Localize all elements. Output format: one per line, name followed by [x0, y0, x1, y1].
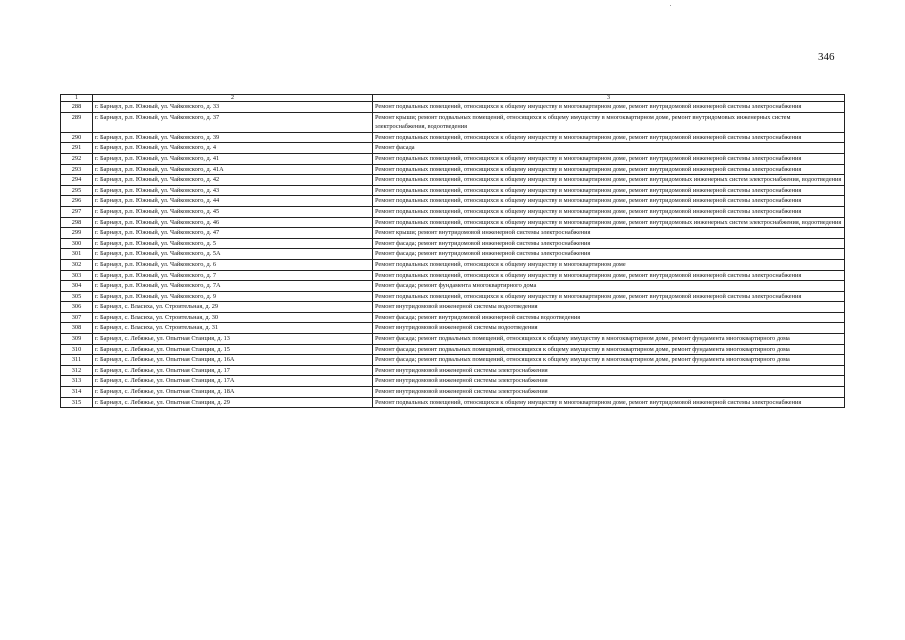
- table-row: [61, 196, 845, 207]
- work-description-cell: Ремонт внутридомовой инженерной системы водоотведения: [373, 323, 845, 334]
- row-number-cell: 299: [61, 228, 93, 239]
- work-description-cell: Ремонт фасада; ремонт фундамента многоквартирного дома: [373, 281, 845, 292]
- repair-registry-table: [60, 94, 845, 408]
- table-row: [61, 185, 845, 196]
- row-number-cell: 314: [61, 387, 93, 398]
- row-number-cell: 290: [61, 132, 93, 143]
- row-number-cell: 298: [61, 217, 93, 228]
- row-number-cell: 301: [61, 249, 93, 260]
- table-row: [61, 259, 845, 270]
- address-cell: г. Барнаул, р.п. Южный, ул. Чайковского, д. 37: [93, 112, 373, 132]
- table-row: [61, 365, 845, 376]
- scan-speck: [670, 5, 671, 6]
- work-description-cell: Ремонт подвальных помещений, относящихся к общему имуществу в многоквартирном доме, ремонт внутридомовой инженерной системы электроснабжения: [373, 132, 845, 143]
- work-description-cell: Ремонт крыши; ремонт внутридомовой инженерной системы электроснабжения: [373, 228, 845, 239]
- address-cell: г. Барнаул, р.п. Южный, ул. Чайковского, д. 47: [93, 228, 373, 239]
- address-cell: г. Барнаул, р.п. Южный, ул. Чайковского, д. 41: [93, 153, 373, 164]
- table-row: [61, 387, 845, 398]
- work-description-cell: Ремонт подвальных помещений, относящихся к общему имуществу в многоквартирном доме: [373, 259, 845, 270]
- row-number-cell: 288: [61, 102, 93, 113]
- table-row: [61, 206, 845, 217]
- address-cell: г. Барнаул, с. Лебяжье, ул. Опытная Станция, д. 17: [93, 365, 373, 376]
- work-description-cell: Ремонт внутридомовой инженерной системы водоотведения: [373, 302, 845, 313]
- work-description-cell: Ремонт фасада; ремонт подвальных помещений, относящихся к общему имуществу в многоквартирном доме, ремонт фундамента многоквартирного дома: [373, 344, 845, 355]
- address-cell: г. Барнаул, р.п. Южный, ул. Чайковского, д. 7А: [93, 281, 373, 292]
- row-number-cell: 306: [61, 302, 93, 313]
- table-row: [61, 228, 845, 239]
- address-cell: г. Барнаул, с. Лебяжье, ул. Опытная Станция, д. 29: [93, 397, 373, 408]
- table-row: [61, 175, 845, 186]
- row-number-cell: 293: [61, 164, 93, 175]
- work-description-cell: Ремонт фасада; ремонт подвальных помещений, относящихся к общему имуществу в многоквартирном доме, ремонт фундамента многоквартирного дома: [373, 334, 845, 345]
- table-row: [61, 132, 845, 143]
- table-row: [61, 270, 845, 281]
- address-cell: г. Барнаул, р.п. Южный, ул. Чайковского, д. 5: [93, 238, 373, 249]
- table-row: [61, 153, 845, 164]
- table-row: [61, 102, 845, 113]
- table-row: [61, 344, 845, 355]
- table-row: [61, 334, 845, 345]
- column-header-number: 1: [61, 95, 93, 102]
- table-row: [61, 249, 845, 260]
- address-cell: г. Барнаул, р.п. Южный, ул. Чайковского, д. 33: [93, 102, 373, 113]
- work-description-cell: Ремонт подвальных помещений, относящихся к общему имуществу в многоквартирном доме, ремонт внутридомовой инженерной системы электроснабжения: [373, 185, 845, 196]
- work-description-cell: Ремонт подвальных помещений, относящихся к общему имуществу в многоквартирном доме, ремонт внутридомовой инженерной системы электроснабжения: [373, 196, 845, 207]
- row-number-cell: 302: [61, 259, 93, 270]
- work-description-cell: Ремонт фасада; ремонт внутридомовой инженерной системы электроснабжения: [373, 238, 845, 249]
- row-number-cell: 303: [61, 270, 93, 281]
- work-description-cell: Ремонт фасада; ремонт внутридомовой инженерной системы водоотведения: [373, 312, 845, 323]
- address-cell: г. Барнаул, р.п. Южный, ул. Чайковского, д. 6: [93, 259, 373, 270]
- row-number-cell: 297: [61, 206, 93, 217]
- work-description-cell: Ремонт фасада; ремонт внутридомовой инженерной системы электроснабжения: [373, 249, 845, 260]
- row-number-cell: 311: [61, 355, 93, 366]
- work-description-cell: Ремонт фасада: [373, 143, 845, 154]
- work-description-cell: Ремонт подвальных помещений, относящихся к общему имуществу в многоквартирном доме, ремонт внутридомовой инженерной системы электроснабжения: [373, 153, 845, 164]
- address-cell: г. Барнаул, с. Лебяжье, ул. Опытная Станция, д. 13: [93, 334, 373, 345]
- work-description-cell: Ремонт фасада; ремонт подвальных помещений, относящихся к общему имуществу в многоквартирном доме, ремонт фундамента многоквартирного дома: [373, 355, 845, 366]
- address-cell: г. Барнаул, р.п. Южный, ул. Чайковского, д. 46: [93, 217, 373, 228]
- row-number-cell: 295: [61, 185, 93, 196]
- work-description-cell: Ремонт подвальных помещений, относящихся к общему имуществу в многоквартирном доме, ремонт внутридомовых инженерных систем электроснабжения, водоотведения: [373, 175, 845, 186]
- table-row: [61, 281, 845, 292]
- address-cell: г. Барнаул, р.п. Южный, ул. Чайковского, д. 43: [93, 185, 373, 196]
- address-cell: г. Барнаул, р.п. Южный, ул. Чайковского, д. 44: [93, 196, 373, 207]
- row-number-cell: 309: [61, 334, 93, 345]
- address-cell: г. Барнаул, р.п. Южный, ул. Чайковского, д. 42: [93, 175, 373, 186]
- address-cell: г. Барнаул, с. Лебяжье, ул. Опытная Станция, д. 17А: [93, 376, 373, 387]
- column-header-work: 3: [373, 95, 845, 102]
- work-description-cell: Ремонт внутридомовой инженерной системы электроснабжения: [373, 365, 845, 376]
- table-row: [61, 291, 845, 302]
- work-description-cell: Ремонт подвальных помещений, относящихся к общему имуществу в многоквартирном доме, ремонт внутридомовой инженерной системы электроснабжения: [373, 102, 845, 113]
- row-number-cell: 296: [61, 196, 93, 207]
- address-cell: г. Барнаул, р.п. Южный, ул. Чайковского, д. 7: [93, 270, 373, 281]
- address-cell: г. Барнаул, р.п. Южный, ул. Чайковского, д. 9: [93, 291, 373, 302]
- table-row: [61, 112, 845, 132]
- row-number-cell: 312: [61, 365, 93, 376]
- table-row: [61, 238, 845, 249]
- work-description-cell: Ремонт подвальных помещений, относящихся к общему имуществу в многоквартирном доме, ремонт внутридомовой инженерной системы электроснабжения: [373, 270, 845, 281]
- address-cell: г. Барнаул, р.п. Южный, ул. Чайковского, д. 45: [93, 206, 373, 217]
- work-description-cell: Ремонт крыши; ремонт подвальных помещений, относящихся к общему имуществу в многоквартирном доме, ремонт внутридомовых инженерных систем электроснабжения, водоотведения: [373, 112, 845, 132]
- table-row: [61, 312, 845, 323]
- address-cell: г. Барнаул, с. Лебяжье, ул. Опытная Станция, д. 16А: [93, 355, 373, 366]
- address-cell: г. Барнаул, с. Власиха, ул. Строительная, д. 31: [93, 323, 373, 334]
- address-cell: г. Барнаул, р.п. Южный, ул. Чайковского, д. 39: [93, 132, 373, 143]
- row-number-cell: 300: [61, 238, 93, 249]
- table-row: [61, 302, 845, 313]
- row-number-cell: 305: [61, 291, 93, 302]
- row-number-cell: 289: [61, 112, 93, 132]
- table-row: [61, 376, 845, 387]
- row-number-cell: 308: [61, 323, 93, 334]
- work-description-cell: Ремонт подвальных помещений, относящихся к общему имуществу в многоквартирном доме, ремонт внутридомовых инженерных систем электроснабжения, водоотведения: [373, 217, 845, 228]
- page-number: 346: [818, 51, 835, 63]
- table-row: [61, 217, 845, 228]
- table-row: [61, 355, 845, 366]
- work-description-cell: Ремонт подвальных помещений, относящихся к общему имуществу в многоквартирном доме, ремонт внутридомовой инженерной системы электроснабжения: [373, 397, 845, 408]
- table-row: [61, 323, 845, 334]
- work-description-cell: Ремонт внутридомовой инженерной системы электроснабжения: [373, 376, 845, 387]
- work-description-cell: Ремонт подвальных помещений, относящихся к общему имуществу в многоквартирном доме, ремонт внутридомовой инженерной системы электроснабжения: [373, 206, 845, 217]
- row-number-cell: 292: [61, 153, 93, 164]
- address-cell: г. Барнаул, р.п. Южный, ул. Чайковского, д. 5А: [93, 249, 373, 260]
- address-cell: г. Барнаул, с. Власиха, ул. Строительная, д. 30: [93, 312, 373, 323]
- header-row: [61, 95, 845, 102]
- table-row: [61, 397, 845, 408]
- row-number-cell: 313: [61, 376, 93, 387]
- address-cell: г. Барнаул, р.п. Южный, ул. Чайковского, д. 41А: [93, 164, 373, 175]
- row-number-cell: 291: [61, 143, 93, 154]
- address-cell: г. Барнаул, с. Лебяжье, ул. Опытная Станция, д. 15: [93, 344, 373, 355]
- column-header-address: 2: [93, 95, 373, 102]
- work-description-cell: Ремонт внутридомовой инженерной системы электроснабжения: [373, 387, 845, 398]
- address-cell: г. Барнаул, с. Власиха, ул. Строительная, д. 29: [93, 302, 373, 313]
- table-row: [61, 143, 845, 154]
- row-number-cell: 315: [61, 397, 93, 408]
- row-number-cell: 310: [61, 344, 93, 355]
- address-cell: г. Барнаул, р.п. Южный, ул. Чайковского, д. 4: [93, 143, 373, 154]
- row-number-cell: 304: [61, 281, 93, 292]
- row-number-cell: 294: [61, 175, 93, 186]
- work-description-cell: Ремонт подвальных помещений, относящихся к общему имуществу в многоквартирном доме, ремонт внутридомовой инженерной системы электроснабжения: [373, 291, 845, 302]
- address-cell: г. Барнаул, с. Лебяжье, ул. Опытная Станция, д. 18А: [93, 387, 373, 398]
- work-description-cell: Ремонт подвальных помещений, относящихся к общему имуществу в многоквартирном доме, ремонт внутридомовой инженерной системы электроснабжения: [373, 164, 845, 175]
- row-number-cell: 307: [61, 312, 93, 323]
- table-row: [61, 164, 845, 175]
